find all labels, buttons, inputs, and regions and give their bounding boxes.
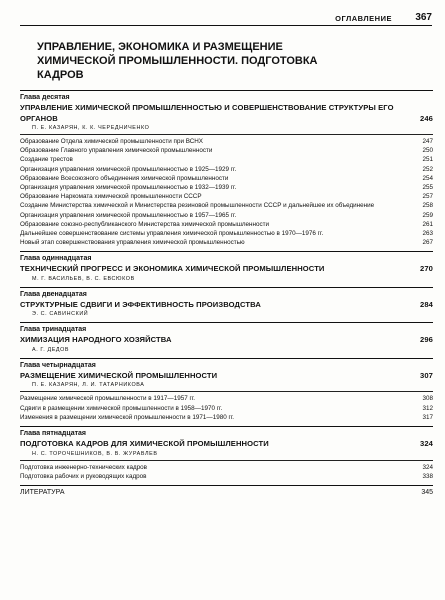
section-entry <box>20 472 433 481</box>
header-rule <box>20 25 432 26</box>
running-head: ОГЛАВЛЕНИЕ <box>335 14 392 23</box>
divider <box>20 134 433 135</box>
chapter-entry <box>20 335 433 346</box>
chapter-entry <box>20 264 433 275</box>
section-page: 317 <box>422 413 433 421</box>
part-title: УПРАВЛЕНИЕ, ЭКОНОМИКА И РАЗМЕЩЕНИЕ ХИМИЧЕСКОЙ ПРОМЫШЛЕННОСТИ. ПОДГОТОВКА КАДРОВ <box>37 41 318 81</box>
section-title: Создание трестов <box>20 156 73 164</box>
chapter-authors: М. Г. ВАСИЛЬЕВ, В. С. ЕВСЮКОВ <box>32 275 135 282</box>
chapter-page: 296 <box>420 335 433 345</box>
section-entry <box>20 155 433 164</box>
chapter-label: Глава пятнадцатая <box>20 430 87 438</box>
section-title: Дальнейшее совершенствование системы управления химической промышленностью в 1970—1976 гг. <box>20 230 324 238</box>
chapter-page: 284 <box>420 299 433 309</box>
section-title: Сдвиги в размещении химической промышленности в 1958—1970 гг. <box>20 404 223 412</box>
table-of-contents <box>20 86 433 497</box>
section-entry <box>20 413 433 422</box>
section-entry <box>20 201 433 210</box>
section-entry <box>20 229 433 238</box>
section-page: 308 <box>422 395 433 403</box>
chapter-entry <box>20 439 433 450</box>
section-page: 257 <box>422 193 433 201</box>
section-title: Образование союзно-республиканского Министерства химической промышленности <box>20 220 270 228</box>
divider <box>20 391 433 392</box>
section-page: 247 <box>422 138 433 145</box>
section-page: 259 <box>422 211 433 219</box>
section-title: Подготовка рабочих и руководящих кадров <box>20 472 147 480</box>
section-title: Организация управления химической промышленностью в 1925—1929 гг. <box>20 165 237 173</box>
section-page: 267 <box>422 239 433 247</box>
section-page: 250 <box>422 147 433 155</box>
section-title: Образование Главного управления химической промышленности <box>20 147 213 155</box>
chapter-title: СТРУКТУРНЫЕ СДВИГИ И ЭФФЕКТИВНОСТЬ ПРОИЗВОДСТВА <box>20 299 261 309</box>
section-title: Образование Наркомата химической промышленности СССР <box>20 193 202 201</box>
section-title: Создание Министерства химической и Министерства резиновой промышленности СССР и дальнейшее их объединение <box>20 202 375 210</box>
divider <box>20 90 433 91</box>
chapter-authors: Э. С. САВИНСКИЙ <box>32 311 89 318</box>
chapter-page: 307 <box>420 370 433 380</box>
divider <box>20 460 433 461</box>
divider <box>20 485 433 486</box>
chapter-label: Глава десятая <box>20 94 70 101</box>
divider <box>20 426 433 427</box>
section-page: 254 <box>422 174 433 182</box>
chapter-label: Глава двенадцатая <box>20 290 87 298</box>
section-page: 252 <box>422 165 433 173</box>
section-page: 251 <box>422 156 433 164</box>
chapter-title: ТЕХНИЧЕСКИЙ ПРОГРЕСС И ЭКОНОМИКА ХИМИЧЕСКОЙ ПРОМЫШЛЕННОСТИ <box>20 264 325 274</box>
chapter-page: 324 <box>420 439 433 449</box>
chapter-title: УПРАВЛЕНИЕ ХИМИЧЕСКОЙ ПРОМЫШЛЕННОСТЬЮ И СОВЕРШЕНСТВОВАНИЕ СТРУКТУРЫ ЕГО ОРГАНОВ <box>20 103 394 123</box>
section-title: Организация управления химической промышленностью в 1932—1939 гг. <box>20 184 237 192</box>
chapter-authors: П. Е. КАЗАРЯН, Л. И. ТАТАРНИКОВА <box>32 382 145 389</box>
chapter-title: РАЗМЕЩЕНИЕ ХИМИЧЕСКОЙ ПРОМЫШЛЕННОСТИ <box>20 370 218 380</box>
section-entry <box>20 165 433 174</box>
literature-entry <box>20 488 433 497</box>
section-entry <box>20 394 433 403</box>
chapter-page: 270 <box>420 264 433 274</box>
divider <box>20 322 433 323</box>
section-title: Размещение химической промышленности в 1917—1957 гг. <box>20 395 196 403</box>
section-page: 263 <box>422 230 433 238</box>
section-page: 338 <box>422 472 433 480</box>
section-title: Организация управления химической промышленностью в 1957—1965 гг. <box>20 211 237 219</box>
chapter-authors: Н. С. ТОРОЧЕШНИКОВ, В. В. ЖУРАВЛЕВ <box>32 450 158 457</box>
chapter-entry <box>20 103 433 124</box>
divider <box>20 287 433 288</box>
section-title: Изменения в размещении химической промышленности в 1971—1980 гг. <box>20 413 235 421</box>
section-page: 324 <box>422 463 433 471</box>
section-page: 258 <box>422 202 433 210</box>
section-entry <box>20 174 433 183</box>
section-title: Образование Отдела химической промышленности при ВСНХ <box>20 138 203 145</box>
section-entry <box>20 192 433 201</box>
section-page: 255 <box>422 184 433 192</box>
section-entry <box>20 220 433 229</box>
chapter-page: 246 <box>420 113 433 123</box>
literature-title: ЛИТЕРАТУРА <box>20 488 65 496</box>
divider <box>20 358 433 359</box>
chapter-label: Глава тринадцатая <box>20 326 87 334</box>
section-entry <box>20 211 433 220</box>
section-entry <box>20 463 433 472</box>
section-page: 261 <box>422 220 433 228</box>
chapter-authors: А. Г. ДЕДОВ <box>32 346 70 353</box>
section-entry <box>20 146 433 155</box>
chapter-title: ХИМИЗАЦИЯ НАРОДНОГО ХОЗЯЙСТВА <box>20 335 172 345</box>
divider <box>20 251 433 252</box>
literature-page: 345 <box>421 488 433 496</box>
section-page: 312 <box>422 404 433 412</box>
chapter-label: Глава четырнадцатая <box>20 361 96 369</box>
section-entry <box>20 404 433 413</box>
section-title: Новый этап совершенствования управления химической промышленностью <box>20 239 245 247</box>
section-entry <box>20 183 433 192</box>
chapter-authors: П. Е. КАЗАРЯН, К. К. ЧЕРЕДНИЧЕНКО <box>32 125 150 131</box>
section-entry <box>20 137 433 146</box>
chapter-label: Глава одиннадцатая <box>20 255 92 263</box>
section-title: Образование Всесоюзного объединения химической промышленности <box>20 174 229 182</box>
chapter-title: ПОДГОТОВКА КАДРОВ ДЛЯ ХИМИЧЕСКОЙ ПРОМЫШЛЕННОСТИ <box>20 439 269 449</box>
section-entry <box>20 238 433 247</box>
page-number: 367 <box>415 12 432 23</box>
chapter-entry <box>20 300 433 311</box>
page-header <box>20 12 432 26</box>
chapter-entry <box>20 371 433 382</box>
section-title: Подготовка инженерно-технических кадров <box>20 463 147 471</box>
